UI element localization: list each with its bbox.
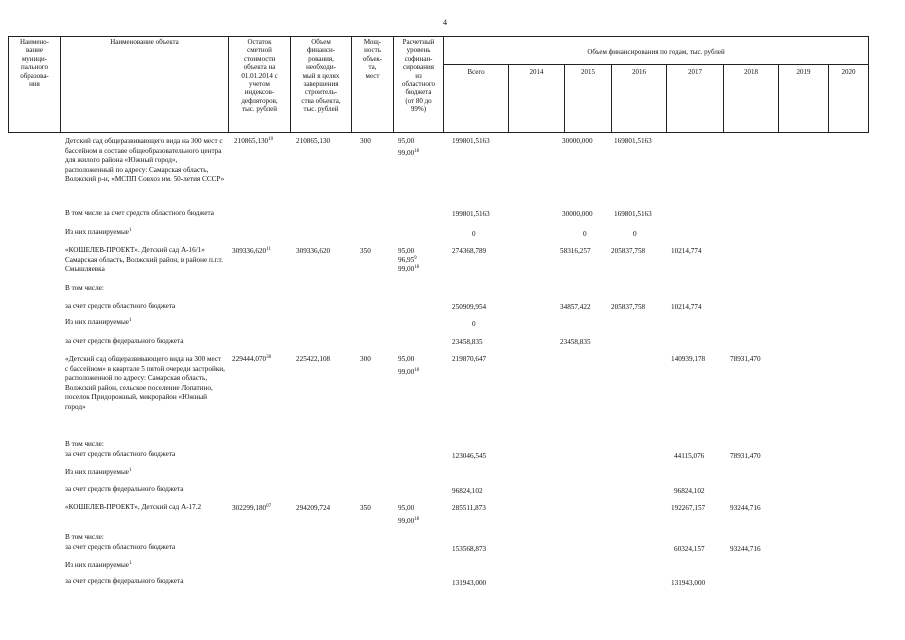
year-2017-value: 140939,178 [671, 355, 706, 363]
total-value: 123046,545 [452, 452, 487, 460]
year-2015-value: 23458,835 [560, 338, 591, 346]
year-2018-value: 93244,716 [730, 504, 761, 512]
total-value: 219870,647 [452, 355, 487, 363]
total-value: 0 [472, 320, 476, 328]
total-value: 199801,5163 [452, 210, 490, 218]
volume-value: 225422,108 [296, 355, 331, 363]
header-object-name: Наименование объекта [110, 38, 179, 46]
row-label: Из них планируемые$^1$ [65, 561, 132, 569]
total-value: 0 [472, 230, 476, 238]
header-year-2014: 2014 [529, 68, 544, 76]
row-label: В том числе за счет средств областного бюджета [65, 209, 214, 217]
year-2017-value: 192267,157 [671, 504, 706, 512]
row-label: за счет средств федерального бюджета [65, 577, 184, 585]
year-2017-value: 96824,102 [674, 487, 705, 495]
table-header [8, 36, 869, 132]
row-label: за счет средств областного бюджета [65, 450, 176, 458]
year-2017-value: 131943,000 [671, 579, 706, 587]
header-financing-title: Объем финансирования по годам, тыс. рублей [587, 48, 725, 56]
year-2015-value: 30000,000 [562, 210, 593, 218]
header-remainder: Остаток сметной стоимости объекта на 01.01.2014 с учетом индексов- дефляторов, тыс. рублей [241, 38, 278, 114]
header-year-2016: 2016 [632, 68, 646, 76]
year-2017-value: 60324,157 [674, 545, 705, 553]
year-2016-value: 205837,758 [611, 247, 646, 255]
year-2018-value: 93244,716 [730, 545, 761, 553]
cofinancing-value-2: 99,00$^{18}$ [398, 517, 420, 525]
capacity-value: 350 [360, 504, 371, 512]
header-cofinancing: Расчетный уровень софинан- сирования из областного бюджета (от 80 до 99%) [401, 38, 436, 114]
header-year-2019: 2019 [796, 68, 811, 76]
header-capacity: Мощ- ность объек- та, мест [362, 38, 383, 80]
total-value: 250909,954 [452, 303, 487, 311]
total-value: 199801,5163 [452, 137, 490, 145]
volume-value: 294209,724 [296, 504, 331, 512]
year-2016-value: 205837,758 [611, 303, 646, 311]
year-2016-value: 169801,5163 [614, 137, 652, 145]
header-volume: Объем финанси- рования, необходи- мый в целях завершения строитель- ства объекта, тыс. рублей [301, 38, 341, 114]
volume-value: 309336,620 [296, 247, 331, 255]
object-name: «КОШЕЛЕВ-ПРОЕКТ», Детский сад А-17.2 [65, 503, 202, 511]
year-2016-value: 169801,5163 [614, 210, 652, 218]
total-value: 274368,789 [452, 247, 487, 255]
capacity-value: 300 [360, 355, 371, 363]
object-name: «КОШЕЛЕВ-ПРОЕКТ». Детский сад А-16/1» Самарская область, Волжский район, в районе п.г.т. Смышляевка [65, 246, 223, 274]
cofinancing-value-2: 99,00$^{18}$ [398, 149, 420, 157]
row-label: Из них планируемые$^1$ [65, 318, 132, 326]
row-label: Из них планируемые$^1$ [65, 228, 132, 236]
capacity-value: 300 [360, 137, 371, 145]
year-2015-value: 30000,000 [562, 137, 593, 145]
page-number: 4 [443, 18, 447, 27]
total-value: 285511,873 [452, 504, 486, 512]
cofinancing-value: 95,00 [398, 137, 415, 145]
header-year-2020: 2020 [841, 68, 856, 76]
total-value: 96824,102 [452, 487, 483, 495]
year-2016-value: 0 [633, 230, 637, 238]
year-2018-value: 78931,470 [730, 452, 761, 460]
header-total: Всего [467, 68, 485, 76]
cofinancing-value: 95,00 [398, 355, 415, 363]
remainder-value: 302299,180$^{07}$ [232, 504, 272, 512]
cofinancing-value: 95,00 [398, 504, 415, 512]
row-label: В том числе: [65, 440, 104, 448]
year-2017-value: 44115,076 [674, 452, 705, 460]
object-name: Детский сад общеразвивающего вида на 300 мест с бассейном в составе общеобразовательного центра для жилого района «Южный город», расположенный по адресу: Самарская область, Волжский р-н, «МСПП Совхоз им. 50-летия СССР» [65, 137, 225, 184]
header-year-2018: 2018 [744, 68, 758, 76]
row-label: В том числе: [65, 284, 104, 292]
cofinancing-value-2: 99,00$^{18}$ [398, 368, 420, 376]
remainder-value: 229444,070$^{38}$ [232, 355, 272, 363]
remainder-value: 309336,620$^{11}$ [232, 247, 271, 255]
total-value: 153568,873 [452, 545, 487, 553]
cofinancing-value: 95,00 [398, 247, 415, 255]
header-municipality: Наимено- вание муници- пального образова- ния [19, 38, 50, 89]
year-2015-value: 0 [583, 230, 587, 238]
row-label: за счет средств федерального бюджета [65, 337, 184, 345]
year-2018-value: 78931,470 [730, 355, 761, 363]
row-label: за счет средств федерального бюджета [65, 485, 184, 493]
year-2017-value: 10214,774 [671, 303, 702, 311]
volume-value: 210865,130 [296, 137, 331, 145]
header-year-2015: 2015 [581, 68, 595, 76]
header-year-2017: 2017 [688, 68, 702, 76]
total-value: 23458,835 [452, 338, 483, 346]
object-name: «Детский сад общеразвивающего вида на 300 мест с бассейном» в квартале 5 пятой очереди застройки, расположенной по адресу: Самарская область, Волжский район, сельское поселение Лопатино, поселок Придорожный, микрорайон «Южный город» [65, 355, 225, 411]
cofinancing-value-3: 99,00$^{18}$ [398, 265, 420, 273]
year-2015-value: 58316,257 [560, 247, 591, 255]
year-2015-value: 34857,422 [560, 303, 591, 311]
remainder-value: 210865,130$^{10}$ [234, 137, 274, 145]
year-2017-value: 10214,774 [671, 247, 702, 255]
row-label: В том числе: [65, 533, 104, 541]
cofinancing-value-2: 96,95$^9$ [398, 256, 417, 264]
row-label: за счет средств областного бюджета [65, 302, 176, 310]
row-label: Из них планируемые$^1$ [65, 468, 132, 476]
total-value: 131943,000 [452, 579, 487, 587]
row-label: за счет средств областного бюджета [65, 543, 176, 551]
capacity-value: 350 [360, 247, 371, 255]
